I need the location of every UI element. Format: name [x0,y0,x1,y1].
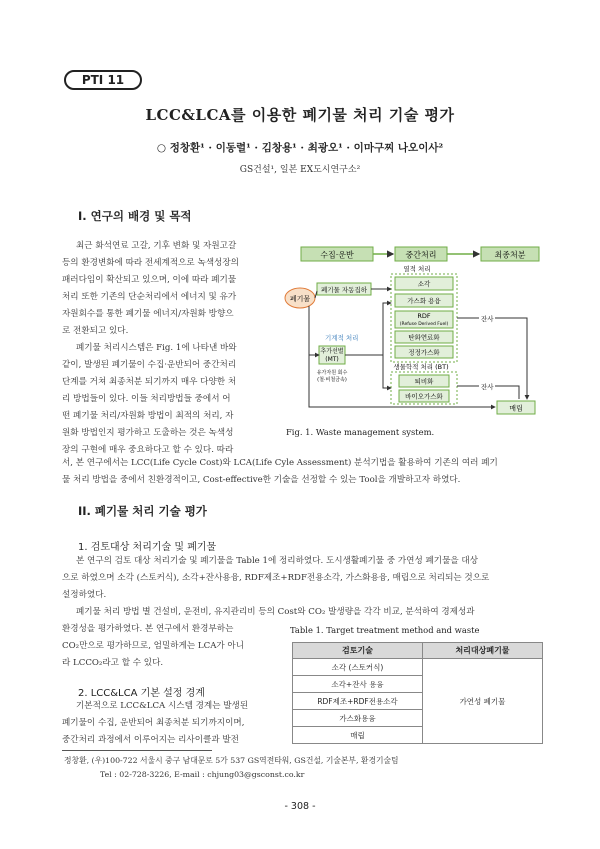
treatment-table [292,642,543,744]
thermal-item-label: 정정가스화 [408,348,440,357]
figure1-caption: Fig. 1. Waste management system. [286,427,435,437]
subsection1-paragraph [62,553,542,621]
waste-type-cell: 가연성 폐기물 [423,659,543,744]
text-line: 같이, 발생된 폐기물이 수집·운반되어 중간처리 [62,360,237,370]
table-header: 검토기술 [293,643,423,659]
landfill-label: 매립 [509,404,523,413]
mt-label-line1: 추가선별 [320,348,344,355]
method-cell: 소각 (스토커식) [293,659,423,676]
text-line: 본 연구의 검토 대상 처리기술 및 폐기물을 Table 1에 정리하였다. 도시생활폐기물 중 가연성 폐기물을 대상 [76,556,479,566]
bio-title: 생물학적 처리 (BT) [393,363,449,371]
text-line: 환경성을 평가하였다. 본 연구에서 환경부하는 [62,624,234,634]
section1-paragraph [62,238,274,459]
bio-items [399,375,449,402]
text-line: 단계를 거쳐 최종처분 되기까지 매우 다양한 처 [62,377,237,387]
text-line: 최근 화석연료 고갈, 기후 변화 및 자원고갈 [76,241,237,251]
connector [309,306,319,355]
text-line: 자원회수를 통한 폐기물 에너지/자원화 방향으 [62,309,234,319]
text-line: 폐기물 처리시스템은 Fig. 1에 나타낸 바와 [76,343,237,353]
text-line: 설정하였다. [62,590,107,600]
text-line: 떤 폐기물 처리/자원화 방법이 최적의 처리, 자 [62,411,234,421]
text-line: 원화 방법인지 평가하고 도출하는 것은 녹색성 [62,428,234,438]
method-cell: RDF제조+RDF전용소각 [293,693,423,710]
table-header: 처리대상폐기물 [423,643,543,659]
subsection1-paragraph-cont [62,621,280,672]
thermal-title: 열적 처리 [403,265,431,273]
bio-item-label: 바이오가스화 [405,392,443,401]
connector [495,318,527,399]
text-line: 등의 환경변화에 따라 전세계적으로 녹색성장의 [62,258,239,268]
text-line: 서, 본 연구에서는 LCC(Life Cycle Cost)와 LCA(Life Cyle Assessment) 분석기법을 활용하여 기존의 여러 폐기 [62,458,498,468]
thermal-item-label: 탄화연료화 [408,333,440,342]
affiliation: GS건설¹, 일본 EX도시연구소² [239,165,361,175]
thermal-item-label: 소각 [417,280,431,288]
bio-item-label: 퇴비화 [414,377,434,386]
section2-heading: II. 폐기물 처리 기술 평가 [78,504,207,518]
stage-final-label: 최종처분 [494,250,526,260]
waste-management-diagram [283,243,545,421]
text-line: 으로 하였으며 소각 (스토커식), 소각+잔사용융, RDF제조+RDF전용소각, 가스화용융, 매립으로 처리되는 것으로 [62,573,490,583]
text-line: 중간처리 과정에서 이루어지는 리사이클과 발전 [62,735,239,745]
text-line: 폐기물 처리 방법 별 건설비, 운전비, 유지관리비 등의 Cost와 CO₂ 발생량을 각각 비교, 분석하여 경제성과 [76,607,475,617]
table-row [293,659,543,676]
text-line: 라 LCCO₂라고 할 수 있다. [62,658,164,668]
recovery-line1: 유가자원 회수 [316,370,348,376]
text-line: CO₂만으로 평가하므로, 엄밀하게는 LCA가 아니 [62,641,245,651]
stage-intermediate-label: 중간처리 [405,250,437,260]
method-cell: 매립 [293,727,423,744]
mt-label-line2: (MT) [325,356,339,363]
stage-collect-label: 수집·운반 [320,250,354,260]
thermal-item-label: (Refuse Derived Fuel) [399,322,449,327]
text-line: 폐기물이 수집, 운반되어 최종처분 되기까지이며, [62,718,245,728]
page-number: - 308 - [284,801,316,812]
text-line: 기본적으로 LCC&LCA 시스템 경계는 발생된 [76,701,249,711]
footnote [64,754,399,782]
subsection1-heading: 1. 검토대상 처리기술 및 폐기물 [78,542,217,553]
table1-caption: Table 1. Target treatment method and waste [290,625,480,635]
method-cell: 가스화용융 [293,710,423,727]
subsection2-heading: 2. LCC&LCA 기본 설정 경계 [78,688,205,699]
text-line: 처리 또한 기존의 단순처리에서 에너지 및 유가 [62,292,237,302]
thermal-item-label: RDF [417,312,431,320]
connector [383,355,391,388]
residue-label-2: 잔사 [481,383,494,391]
thermal-item-label: 가스화 용융 [407,297,441,305]
mechanical-title: 기계적 처리 [325,334,359,342]
residue-label-1: 잔사 [481,315,494,323]
footnote-line: Tel : 02-728-3226, E-mail : chjung03@gsconst.co.kr [100,770,305,779]
section1-full-paragraph [62,455,542,489]
waste-label: 폐기물 [289,295,311,303]
connector [345,303,391,355]
paper-title: LCC&LCA를 이용한 폐기물 처리 기술 평가 [145,106,455,124]
recovery-line2: (철·비철금속) [317,377,347,383]
text-line: 물 처리 방법을 중에서 친환경적이고, Cost-effective한 기술을 선정할 수 있는 Tool을 개발하고자 하였다. [62,475,461,485]
method-cell: 소각+잔사 용융 [293,676,423,693]
text-line: 패러다임이 확산되고 있으며, 이에 따라 폐기물 [62,275,237,285]
author-list: ○ 정창환¹ · 이동렬¹ · 김창용¹ · 최광오¹ · 이마구찌 나오이사² [156,142,444,154]
footnote-divider [62,750,212,751]
thermal-items [395,277,453,358]
subsection2-paragraph [62,698,280,749]
connector [495,386,519,399]
text-line: 리 방법들이 있다. 이들 처리방법들 중에서 어 [62,394,231,404]
footnote-line: 정창환, (우)100-722 서울시 중구 남대문로 5가 537 GS역전타워, GS건설, 기술본부, 환경기술팀 [64,756,399,765]
text-line: 로 전환되고 있다. [62,326,129,336]
session-badge: PTI 11 [64,70,142,90]
auto-collect-label: 폐기물 자동집하 [320,286,368,294]
text-line: 장의 구현에 매우 중요하다고 할 수 있다. 따라 [62,445,234,455]
section1-heading: I. 연구의 배경 및 목적 [78,209,192,223]
